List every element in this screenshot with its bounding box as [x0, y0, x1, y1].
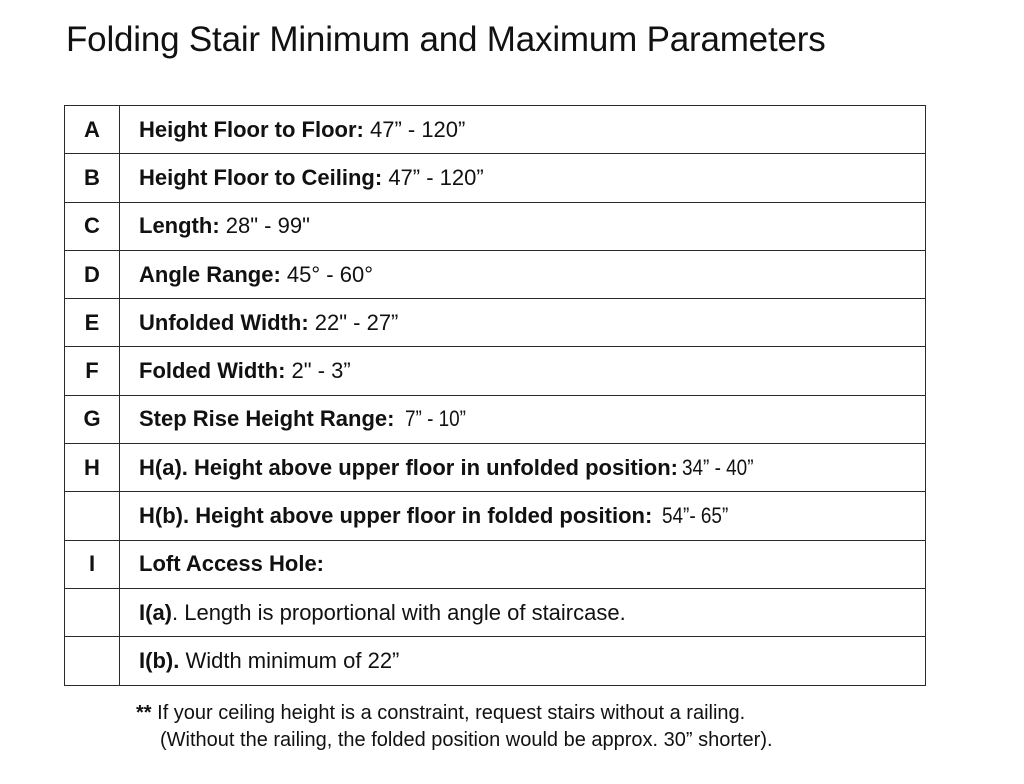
table-row [65, 154, 926, 202]
table-row [65, 492, 926, 540]
row-letter: E [65, 299, 120, 347]
row-label: I(b). [139, 647, 180, 673]
row-label: Height Floor to Floor: [139, 116, 364, 142]
table-row [65, 395, 926, 443]
row-content [120, 540, 926, 588]
row-content [120, 202, 926, 250]
row-value: 28" - 99" [219, 213, 310, 239]
row-value: 54”- 65” [662, 503, 729, 529]
row-content [120, 637, 926, 685]
row-letter [65, 588, 120, 636]
footnote-line-2: (Without the railing, the folded position would be approx. 30” shorter). [160, 729, 773, 751]
table-row [65, 588, 926, 636]
page-title: Folding Stair Minimum and Maximum Parameters [66, 20, 826, 59]
row-label: Step Rise Height Range: [139, 406, 395, 432]
row-value: 45° - 60° [280, 261, 373, 287]
row-label: I(a) [139, 599, 172, 625]
row-value: . Length is proportional with angle of staircase. [172, 599, 626, 625]
row-value: Width minimum of 22” [179, 647, 400, 673]
row-content [120, 106, 926, 154]
row-content [120, 395, 926, 443]
row-value: 34” - 40” [681, 454, 754, 480]
table-row [65, 637, 926, 685]
row-label: Angle Range: [139, 261, 281, 287]
table-row [65, 299, 926, 347]
row-content [120, 299, 926, 347]
row-label: H(a). Height above upper floor in unfolded position: [139, 454, 678, 480]
table-row [65, 250, 926, 298]
footnote-stars: ** [136, 702, 152, 724]
row-value: 47” - 120” [382, 164, 484, 190]
row-letter: C [65, 202, 120, 250]
row-letter: D [65, 250, 120, 298]
row-letter: B [65, 154, 120, 202]
row-content [120, 154, 926, 202]
row-letter: H [65, 444, 120, 492]
footnote [136, 700, 773, 754]
table-row [65, 444, 926, 492]
row-label: Folded Width: [139, 358, 286, 384]
row-content [120, 588, 926, 636]
parameters-table [64, 105, 926, 686]
footnote-text: If your ceiling height is a constraint, request stairs without a railing. [151, 702, 746, 724]
row-letter [65, 492, 120, 540]
row-letter: F [65, 347, 120, 395]
table-row [65, 347, 926, 395]
row-content [120, 492, 926, 540]
table-row [65, 540, 926, 588]
table-row [65, 106, 926, 154]
row-label: Loft Access Hole: [139, 551, 325, 577]
row-value: 47” - 120” [363, 116, 466, 142]
table-row [65, 202, 926, 250]
row-label: Unfolded Width: [139, 309, 309, 335]
row-label: H(b). Height above upper floor in folded position: [139, 503, 653, 529]
row-label: Height Floor to Ceiling: [139, 164, 383, 190]
row-letter [65, 637, 120, 685]
row-letter: G [65, 395, 120, 443]
row-value: 7” - 10” [404, 406, 466, 432]
row-content [120, 250, 926, 298]
row-value: 2" - 3” [285, 358, 351, 384]
row-letter: A [65, 106, 120, 154]
row-content [120, 347, 926, 395]
row-label: Length: [139, 213, 220, 239]
row-letter: I [65, 540, 120, 588]
row-content [120, 444, 926, 492]
row-value: 22" - 27” [308, 309, 399, 335]
footnote-line-1 [136, 700, 773, 727]
